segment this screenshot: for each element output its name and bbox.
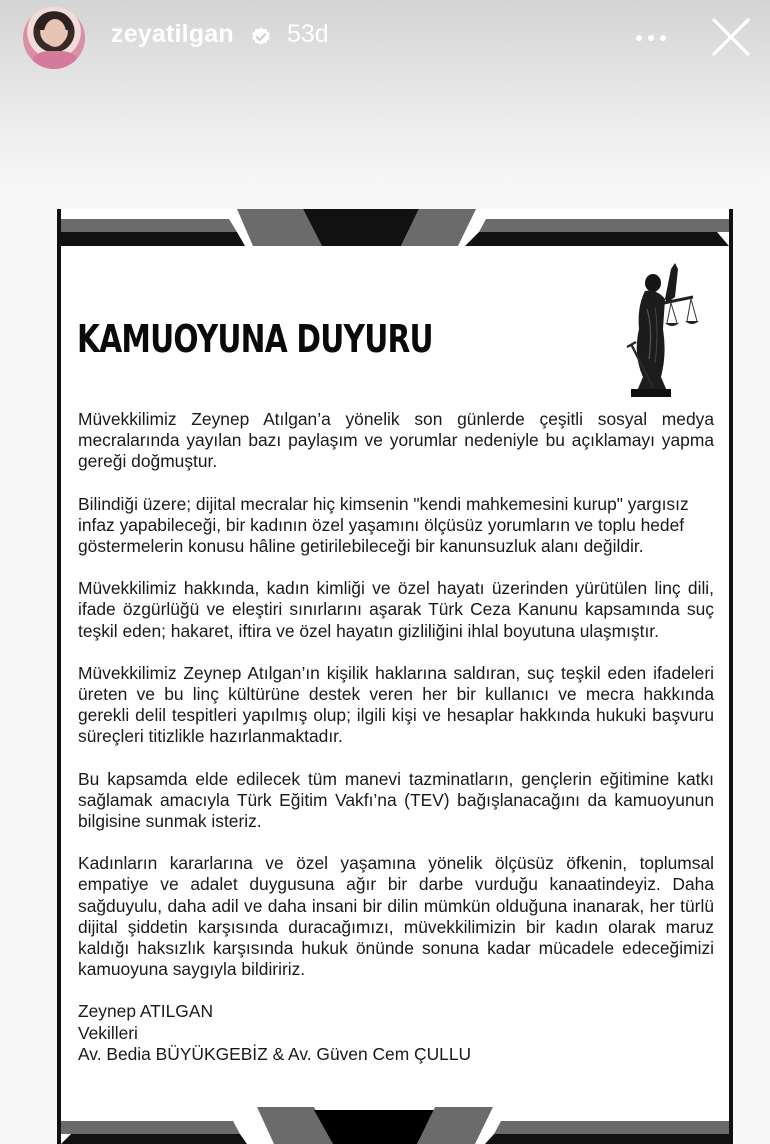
header-decoration [57,209,733,249]
announcement-body [78,409,714,1065]
footer-decoration [57,1107,733,1144]
paragraph-6: Kadınların kararlarına ve özel yaşamına yönelik ölçüsüz öfkenin, toplumsal empatiye ve adalet duygusuna ağır bir darbe vurduğu kanaatindeyiz. Daha sağduyulu, daha adil ve daha insani bir dilin mümkün olduğuna inanarak, her türlü dijital şiddetin karşısında duracağımızı, müvekkilimizin bir kadın olarak maruz kaldığı haksızlık karşısında hukuk önünde sonuna kadar mücadele edeceğimizi kamuoyuna saygıyla bildiririz. [78,853,714,980]
paragraph-3: Müvekkilimiz hakkında, kadın kimliği ve özel hayatı üzerinden yürütülen linç dili, ifade özgürlüğü ve eleştiri sınırlarını aşarak Türk Ceza Kanunu kapsamında suç teşkil eden; hakaret, iftira ve özel hayatın gizliliğini ihlal boyutuna ulaşmıştır. [78,578,714,641]
paragraph-2: Bilindiği üzere; dijital mecralar hiç kimsenin "kendi mahkemesini kurup" yargısız infaz yapabileceği, bir kadının özel yaşamını ölçüsüz yorumların ve toplu hedef göstermelerin konusu hâline getirilebileceği bir kanunsuzluk alanı değildir. [78,493,689,557]
paragraph-4: Müvekkilimiz Zeynep Atılgan’ın kişilik haklarına saldıran, suç teşkil eden ifadeleri üreten ve bu linç kültürüne destek veren her bir kullanıcı ve mecra hakkında gerekli delil tespitleri yapılmış olup; ilgili kişi ve hesaplar hakkında hukuki başvuru süreçleri titizlikle hazırlanmaktadır. [78,662,714,747]
verified-badge-icon [250,26,272,48]
signature-block [78,1001,714,1065]
document-border-left [57,209,61,1144]
signature-attorneys: Av. Bedia BÜYÜKGEBİZ & Av. Güven Cem ÇULLU [78,1043,472,1064]
paragraph-1: Müvekkilimiz Zeynep Atılgan’a yönelik son günlerde çeşitli sosyal medya mecralarında yayılan bazı paylaşım ve yorumlar nedeniyle bu açıklamayı yapma gereği doğmuştur. [78,409,714,472]
more-dot-icon [648,35,654,41]
close-icon[interactable] [708,14,754,60]
lady-justice-icon [623,259,701,399]
more-dot-icon [636,35,642,41]
avatar-clothing [33,51,77,69]
more-options-button[interactable] [632,25,672,51]
announcement-document [57,209,733,1144]
story-header [0,0,770,76]
document-title: KAMUOYUNA DUYURU [77,317,433,361]
more-dot-icon [660,35,666,41]
signature-role: Vekilleri [78,1022,138,1043]
username[interactable]: zeyatilgan [111,20,234,48]
post-time: 53d [287,20,329,48]
document-border-right [729,209,733,1144]
avatar[interactable] [23,7,85,69]
signature-client: Zeynep ATILGAN [78,1001,213,1022]
avatar-face [44,19,66,47]
paragraph-5: Bu kapsamda elde edilecek tüm manevi tazminatların, gençlerin eğitimine katkı sağlamak amacıyla Türk Eğitim Vakfı’na (TEV) bağışlanacağını da kamuoyunun bilgisine sunmak isteriz. [78,768,714,832]
